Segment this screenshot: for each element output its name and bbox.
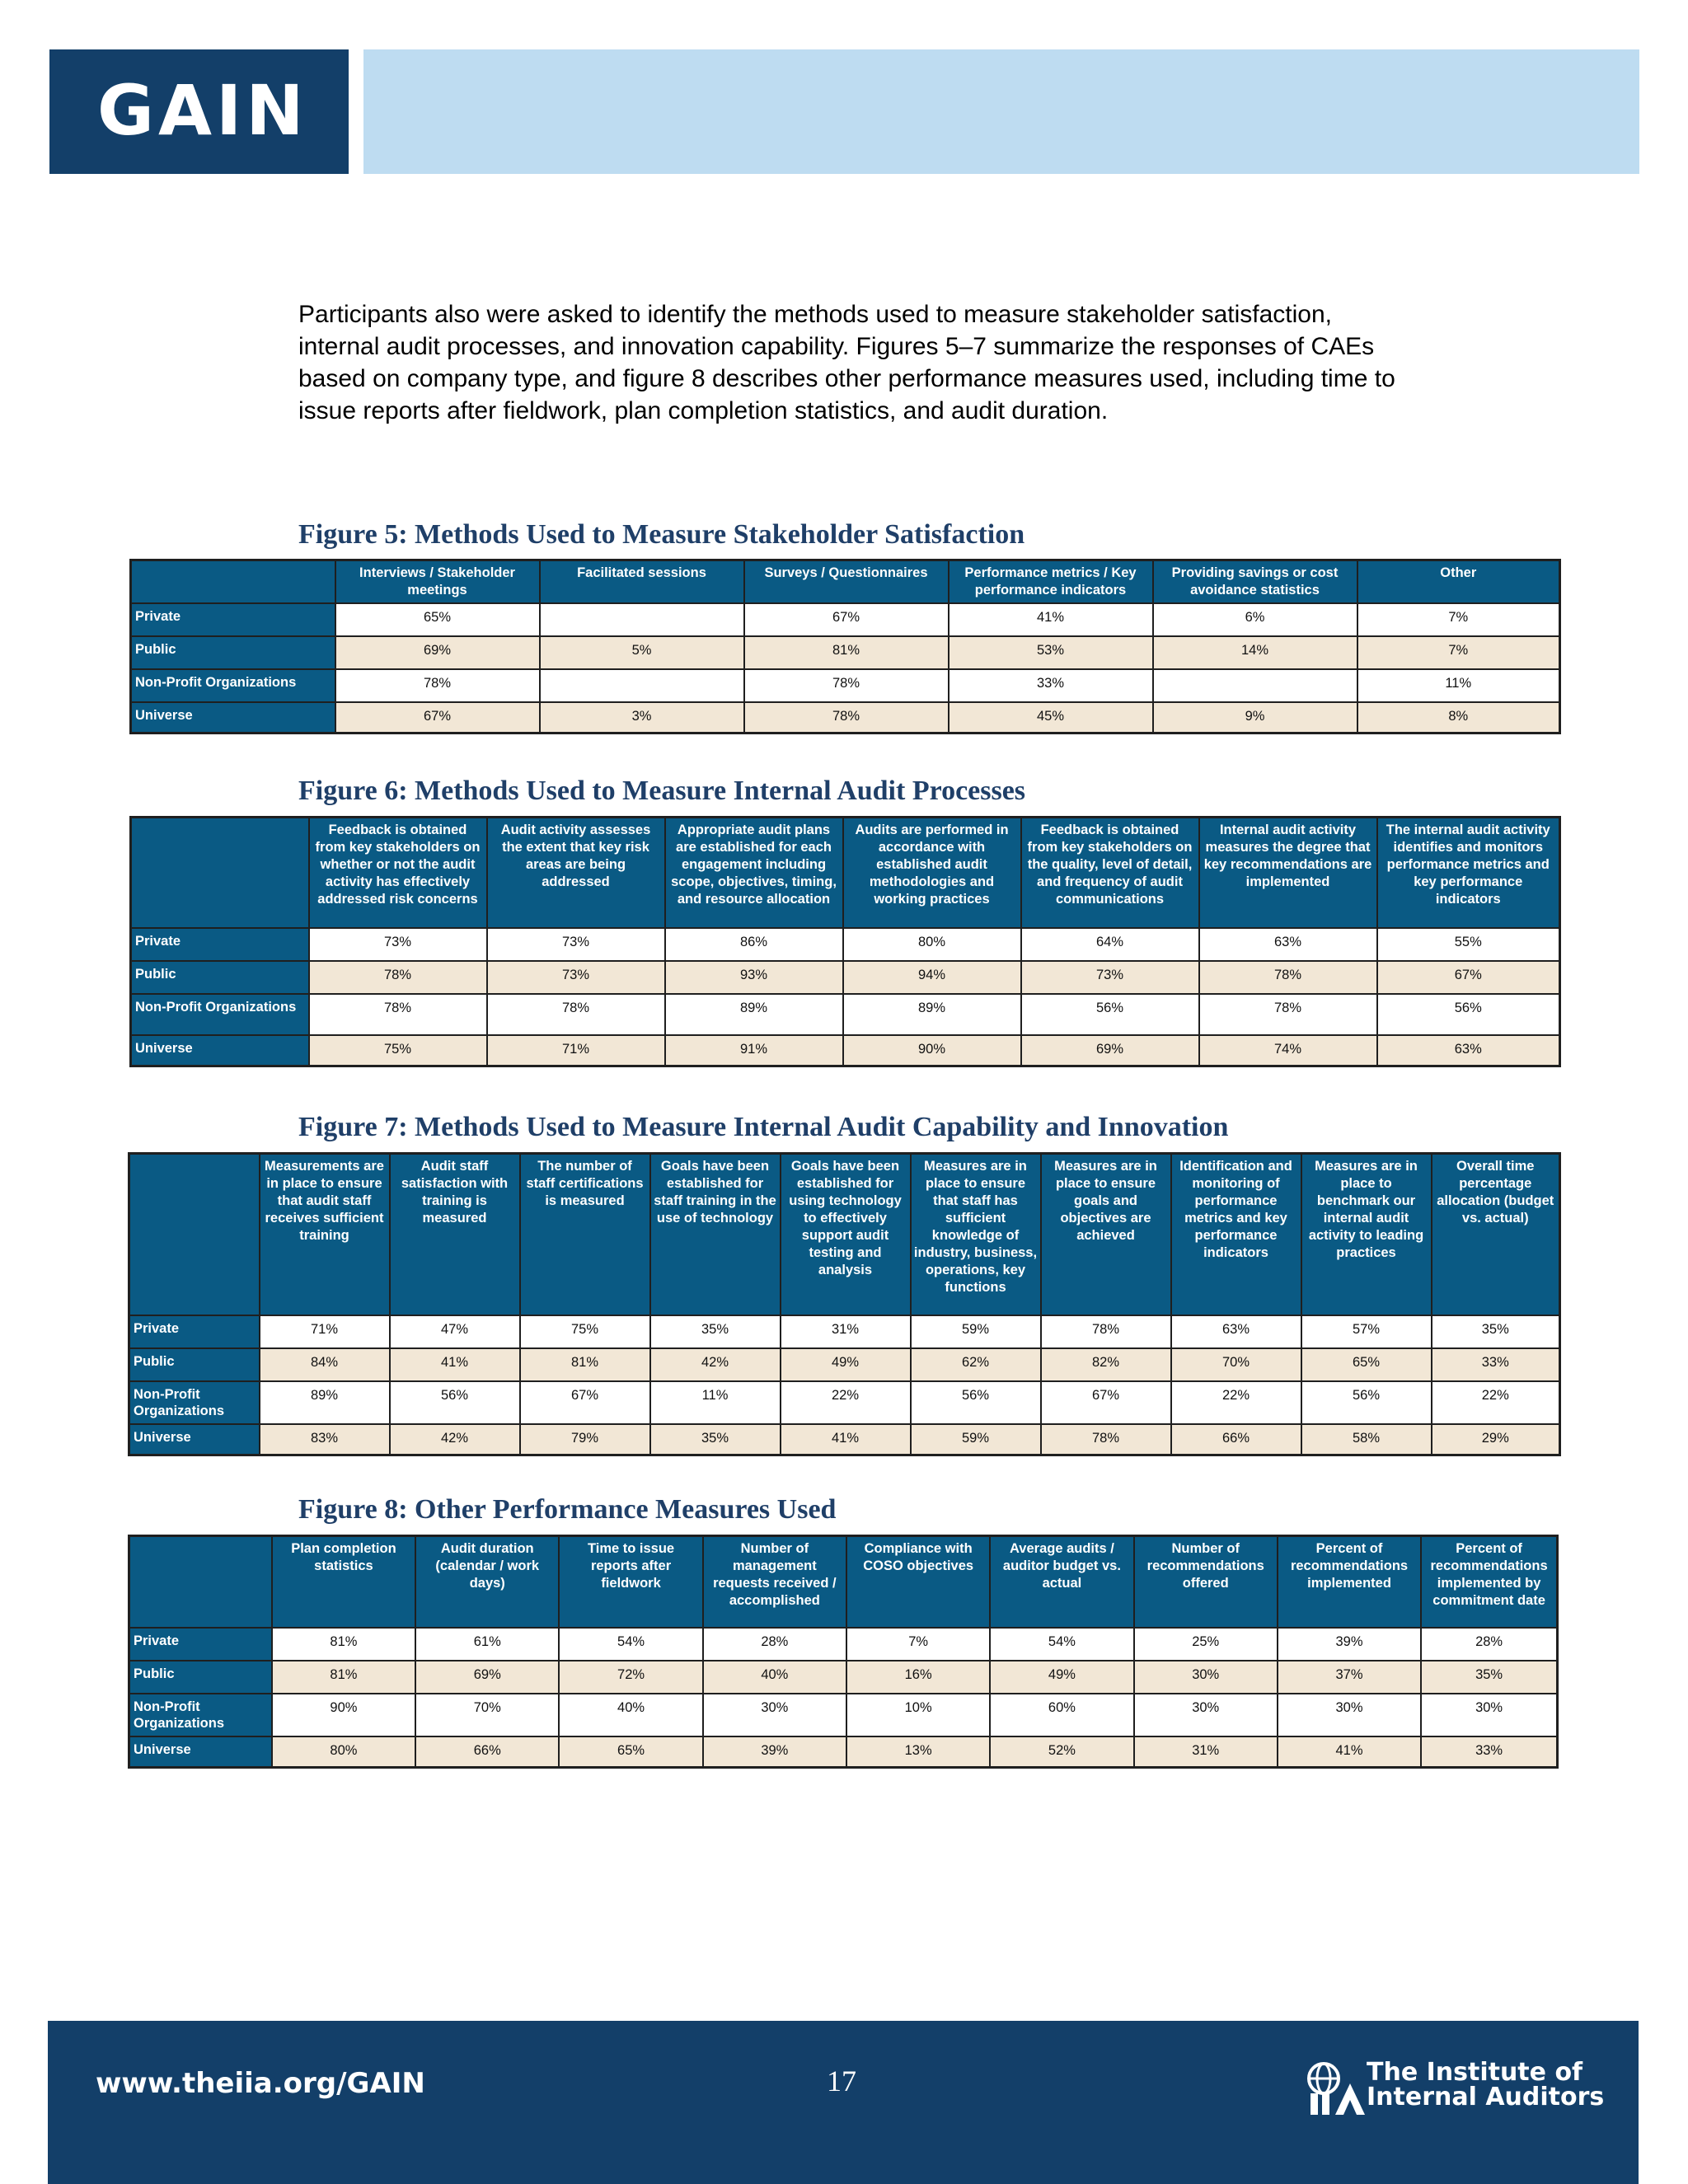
- table-cell: 78%: [487, 994, 665, 1035]
- table-cell: 30%: [1278, 1694, 1421, 1736]
- table-cell: [540, 603, 744, 636]
- table-cell: 6%: [1153, 603, 1357, 636]
- table-cell: 39%: [1278, 1628, 1421, 1661]
- figure-8-table: [128, 1535, 1559, 1769]
- table-cell: 78%: [744, 669, 949, 702]
- table-cell: 70%: [1171, 1348, 1301, 1381]
- table-cell: 30%: [703, 1694, 846, 1736]
- table-cell: 63%: [1171, 1315, 1301, 1348]
- table-cell: 65%: [559, 1736, 702, 1768]
- gain-logo: [49, 49, 349, 174]
- table-cell: 66%: [1171, 1424, 1301, 1455]
- row-header: Universe: [129, 1424, 260, 1455]
- table-cell: 84%: [260, 1348, 390, 1381]
- table-row: [129, 1381, 1560, 1424]
- table-cell: 28%: [703, 1628, 846, 1661]
- table-corner-cell: [129, 1154, 260, 1315]
- table-cell: 67%: [335, 702, 540, 733]
- table-cell: 54%: [559, 1628, 702, 1661]
- table-cell: 81%: [520, 1348, 650, 1381]
- table-cell: 54%: [990, 1628, 1133, 1661]
- table-cell: 49%: [990, 1661, 1133, 1694]
- row-header: Non-Profit Organizations: [129, 1381, 260, 1424]
- table-cell: 37%: [1278, 1661, 1421, 1694]
- row-header: Non-Profit Organizations: [131, 669, 335, 702]
- table-cell: 74%: [1199, 1035, 1377, 1066]
- column-header: Other: [1357, 560, 1560, 603]
- column-header: Feedback is obtained from key stakeholders on whether or not the audit activity has effectively addressed risk concerns: [309, 818, 487, 928]
- table-cell: 57%: [1301, 1315, 1432, 1348]
- row-header: Universe: [131, 702, 335, 733]
- table-cell: 35%: [1421, 1661, 1557, 1694]
- table-cell: 56%: [1021, 994, 1199, 1035]
- table-cell: 25%: [1134, 1628, 1278, 1661]
- row-header: Universe: [129, 1736, 272, 1768]
- table-cell: 67%: [744, 603, 949, 636]
- table-cell: 11%: [650, 1381, 781, 1424]
- table-cell: 35%: [650, 1315, 781, 1348]
- column-header: Measures are in place to ensure goals and objectives are achieved: [1041, 1154, 1171, 1315]
- table-cell: 67%: [520, 1381, 650, 1424]
- column-header: Number of management requests received / accomplished: [703, 1536, 846, 1628]
- table-cell: 61%: [415, 1628, 559, 1661]
- row-header: Universe: [131, 1035, 309, 1066]
- table-cell: 7%: [846, 1628, 990, 1661]
- figure-5-table: [129, 559, 1561, 734]
- table-corner-cell: [131, 560, 335, 603]
- table-cell: 64%: [1021, 928, 1199, 961]
- footer-bar: [48, 2021, 1639, 2184]
- table-cell: 78%: [335, 669, 540, 702]
- column-header: Appropriate audit plans are established for each engagement including scope, objectives, timing, and resource allocation: [665, 818, 843, 928]
- table-corner-cell: [129, 1536, 272, 1628]
- table-cell: 8%: [1357, 702, 1560, 733]
- page-number: 17: [827, 2064, 856, 2097]
- table-cell: 67%: [1377, 961, 1560, 994]
- table-cell: 80%: [272, 1736, 415, 1768]
- table-cell: 73%: [487, 928, 665, 961]
- table-cell: 75%: [309, 1035, 487, 1066]
- table-cell: 71%: [487, 1035, 665, 1066]
- table-cell: 49%: [781, 1348, 911, 1381]
- figure-6-table: [129, 816, 1561, 1067]
- table-cell: 93%: [665, 961, 843, 994]
- table-row: [129, 1694, 1558, 1736]
- table-cell: 22%: [1432, 1381, 1560, 1424]
- table-cell: 78%: [309, 994, 487, 1035]
- table-cell: 33%: [1421, 1736, 1557, 1768]
- iia-org-line-2: Internal Auditors: [1367, 2083, 1605, 2111]
- table-cell: 35%: [1432, 1315, 1560, 1348]
- table-cell: 73%: [1021, 961, 1199, 994]
- table-cell: 81%: [272, 1628, 415, 1661]
- iia-org-line-1: The Institute of: [1367, 2058, 1583, 2087]
- table-row: [129, 1315, 1560, 1348]
- table-cell: 80%: [843, 928, 1021, 961]
- table-cell: 78%: [1041, 1424, 1171, 1455]
- table-cell: 60%: [990, 1694, 1133, 1736]
- table-cell: 30%: [1134, 1694, 1278, 1736]
- column-header: Time to issue reports after fieldwork: [559, 1536, 702, 1628]
- table-row: [131, 994, 1560, 1035]
- column-header: Goals have been established for using technology to effectively support audit testing and analysis: [781, 1154, 911, 1315]
- row-header: Private: [129, 1628, 272, 1661]
- table-cell: 62%: [911, 1348, 1041, 1381]
- table-cell: 91%: [665, 1035, 843, 1066]
- column-header: Plan completion statistics: [272, 1536, 415, 1628]
- table-cell: 41%: [390, 1348, 520, 1381]
- table-cell: 45%: [949, 702, 1153, 733]
- table-cell: 22%: [781, 1381, 911, 1424]
- table-cell: 89%: [260, 1381, 390, 1424]
- table-cell: 31%: [1134, 1736, 1278, 1768]
- table-cell: 41%: [1278, 1736, 1421, 1768]
- table-cell: 52%: [990, 1736, 1133, 1768]
- table-cell: 42%: [650, 1348, 781, 1381]
- row-header: Public: [129, 1661, 272, 1694]
- table-row: [131, 603, 1560, 636]
- table-cell: 75%: [520, 1315, 650, 1348]
- table-row: [129, 1348, 1560, 1381]
- table-cell: 40%: [703, 1661, 846, 1694]
- table-cell: 72%: [559, 1661, 702, 1694]
- table-cell: 56%: [1301, 1381, 1432, 1424]
- table-cell: 83%: [260, 1424, 390, 1455]
- column-header: Identification and monitoring of performance metrics and key performance indicators: [1171, 1154, 1301, 1315]
- column-header: Surveys / Questionnaires: [744, 560, 949, 603]
- column-header: Providing savings or cost avoidance statistics: [1153, 560, 1357, 603]
- column-header: Average audits / auditor budget vs. actual: [990, 1536, 1133, 1628]
- table-row: [129, 1661, 1558, 1694]
- row-header: Private: [131, 928, 309, 961]
- table-cell: [540, 669, 744, 702]
- column-header: Percent of recommendations implemented: [1278, 1536, 1421, 1628]
- header-band: [363, 49, 1639, 174]
- table-cell: 56%: [390, 1381, 520, 1424]
- table-row: [131, 669, 1560, 702]
- table-cell: 89%: [843, 994, 1021, 1035]
- table-corner-cell: [131, 818, 309, 928]
- table-cell: 73%: [487, 961, 665, 994]
- table-cell: 78%: [1041, 1315, 1171, 1348]
- table-cell: 39%: [703, 1736, 846, 1768]
- row-header: Private: [131, 603, 335, 636]
- table-cell: 78%: [1199, 994, 1377, 1035]
- table-cell: 35%: [650, 1424, 781, 1455]
- table-cell: 71%: [260, 1315, 390, 1348]
- column-header: Interviews / Stakeholder meetings: [335, 560, 540, 603]
- table-cell: 63%: [1377, 1035, 1560, 1066]
- table-cell: 69%: [335, 636, 540, 669]
- column-header: Number of recommendations offered: [1134, 1536, 1278, 1628]
- table-cell: 67%: [1041, 1381, 1171, 1424]
- figure-7-table: [128, 1152, 1561, 1456]
- column-header: Measures are in place to benchmark our internal audit activity to leading practices: [1301, 1154, 1432, 1315]
- table-cell: 7%: [1357, 603, 1560, 636]
- column-header: Measurements are in place to ensure that audit staff receives sufficient training: [260, 1154, 390, 1315]
- column-header: Audits are performed in accordance with established audit methodologies and working practices: [843, 818, 1021, 928]
- row-header: Public: [131, 636, 335, 669]
- column-header: Internal audit activity measures the degree that key recommendations are implemented: [1199, 818, 1377, 928]
- table-cell: 30%: [1421, 1694, 1557, 1736]
- row-header: Public: [129, 1348, 260, 1381]
- table-cell: 11%: [1357, 669, 1560, 702]
- table-cell: 56%: [1377, 994, 1560, 1035]
- table-cell: 89%: [665, 994, 843, 1035]
- table-cell: 69%: [415, 1661, 559, 1694]
- table-cell: 28%: [1421, 1628, 1557, 1661]
- table-cell: 90%: [272, 1694, 415, 1736]
- table-cell: 58%: [1301, 1424, 1432, 1455]
- table-cell: 33%: [1432, 1348, 1560, 1381]
- table-cell: 73%: [309, 928, 487, 961]
- table-cell: 31%: [781, 1315, 911, 1348]
- table-row: [131, 702, 1560, 733]
- footer-url-link[interactable]: www.theiia.org/GAIN: [96, 2067, 425, 2100]
- table-cell: 5%: [540, 636, 744, 669]
- table-row: [131, 636, 1560, 669]
- table-cell: [1153, 669, 1357, 702]
- table-cell: 69%: [1021, 1035, 1199, 1066]
- column-header: The number of staff certifications is measured: [520, 1154, 650, 1315]
- table-cell: 29%: [1432, 1424, 1560, 1455]
- table-row: [131, 928, 1560, 961]
- table-cell: 3%: [540, 702, 744, 733]
- table-cell: 40%: [559, 1694, 702, 1736]
- figure-5-title: Figure 5: Methods Used to Measure Stakeholder Satisfaction: [298, 519, 1025, 550]
- table-cell: 7%: [1357, 636, 1560, 669]
- table-cell: 16%: [846, 1661, 990, 1694]
- table-cell: 65%: [1301, 1348, 1432, 1381]
- table-cell: 65%: [335, 603, 540, 636]
- table-cell: 70%: [415, 1694, 559, 1736]
- table-cell: 90%: [843, 1035, 1021, 1066]
- column-header: Goals have been established for staff training in the use of technology: [650, 1154, 781, 1315]
- table-cell: 59%: [911, 1424, 1041, 1455]
- table-cell: 56%: [911, 1381, 1041, 1424]
- table-cell: 63%: [1199, 928, 1377, 961]
- table-row: [129, 1424, 1560, 1455]
- figure-7-title: Figure 7: Methods Used to Measure Internal Audit Capability and Innovation: [298, 1112, 1229, 1142]
- table-cell: 81%: [744, 636, 949, 669]
- table-cell: 33%: [949, 669, 1153, 702]
- table-cell: 59%: [911, 1315, 1041, 1348]
- iia-org-name: [1367, 2060, 1604, 2110]
- gain-logo-text: GAIN: [97, 70, 308, 151]
- table-cell: 55%: [1377, 928, 1560, 961]
- column-header: Feedback is obtained from key stakeholders on the quality, level of detail, and frequency of audit communications: [1021, 818, 1199, 928]
- table-cell: 41%: [949, 603, 1153, 636]
- row-header: Non-Profit Organizations: [131, 994, 309, 1035]
- row-header: Public: [131, 961, 309, 994]
- table-cell: 78%: [1199, 961, 1377, 994]
- column-header: Measures are in place to ensure that staff has sufficient knowledge of industry, business, operations, key functions: [911, 1154, 1041, 1315]
- row-header: Non-Profit Organizations: [129, 1694, 272, 1736]
- table-cell: 81%: [272, 1661, 415, 1694]
- table-cell: 41%: [781, 1424, 911, 1455]
- figure-6-title: Figure 6: Methods Used to Measure Internal Audit Processes: [298, 776, 1026, 806]
- column-header: Overall time percentage allocation (budget vs. actual): [1432, 1154, 1560, 1315]
- column-header: Audit staff satisfaction with training is measured: [390, 1154, 520, 1315]
- table-cell: 14%: [1153, 636, 1357, 669]
- column-header: Performance metrics / Key performance indicators: [949, 560, 1153, 603]
- column-header: The internal audit activity identifies and monitors performance metrics and key performance indicators: [1377, 818, 1560, 928]
- table-cell: 78%: [309, 961, 487, 994]
- row-header: Private: [129, 1315, 260, 1348]
- table-cell: 30%: [1134, 1661, 1278, 1694]
- column-header: Facilitated sessions: [540, 560, 744, 603]
- table-cell: 47%: [390, 1315, 520, 1348]
- table-row: [131, 961, 1560, 994]
- column-header: Percent of recommendations implemented by commitment date: [1421, 1536, 1557, 1628]
- table-cell: 42%: [390, 1424, 520, 1455]
- table-cell: 10%: [846, 1694, 990, 1736]
- column-header: Audit duration (calendar / work days): [415, 1536, 559, 1628]
- column-header: Compliance with COSO objectives: [846, 1536, 990, 1628]
- table-cell: 66%: [415, 1736, 559, 1768]
- table-row: [129, 1628, 1558, 1661]
- table-cell: 79%: [520, 1424, 650, 1455]
- table-cell: 86%: [665, 928, 843, 961]
- table-row: [131, 1035, 1560, 1066]
- table-cell: 13%: [846, 1736, 990, 1768]
- table-cell: 53%: [949, 636, 1153, 669]
- figure-8-title: Figure 8: Other Performance Measures Used: [298, 1494, 837, 1525]
- column-header: Audit activity assesses the extent that key risk areas are being addressed: [487, 818, 665, 928]
- table-cell: 94%: [843, 961, 1021, 994]
- table-cell: 78%: [744, 702, 949, 733]
- table-row: [129, 1736, 1558, 1768]
- intro-paragraph: Participants also were asked to identify the methods used to measure stakeholder satisfaction, internal audit processes, and innovation capability. Figures 5–7 summarize the responses of CAEs based on company type, and figure 8 describes other performance measures used, including time to issue reports after fieldwork, plan completion statistics, and audit duration.: [298, 301, 1395, 424]
- table-cell: 9%: [1153, 702, 1357, 733]
- table-cell: 82%: [1041, 1348, 1171, 1381]
- table-cell: 22%: [1171, 1381, 1301, 1424]
